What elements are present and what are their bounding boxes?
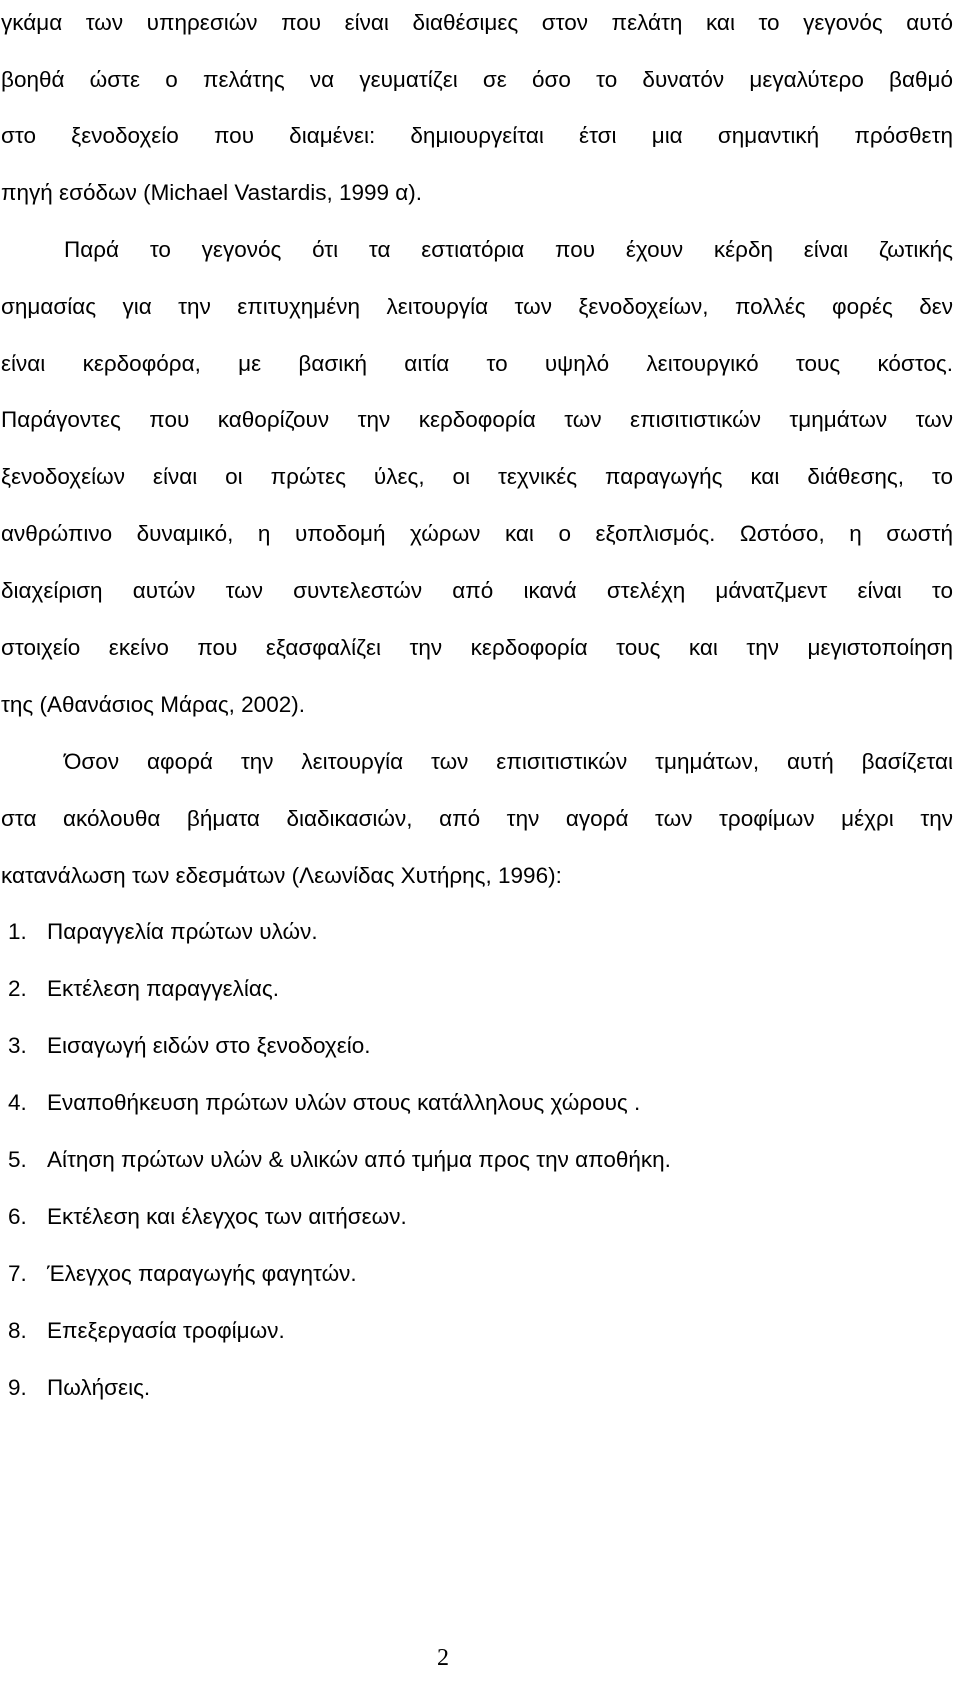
text-line: ανθρώπινο δυναμικό, η υποδομή χώρων και ο εξοπλισμός. Ωστόσο, η σωστή [1,521,953,546]
page-number: 2 [437,1645,449,1671]
text-line: γκάμα των υπηρεσιών που είναι διαθέσιμες στον πελάτη και το γεγονός αυτό [1,10,953,35]
list-item [8,1373,150,1403]
list-item-number: 5. [8,1147,27,1172]
list-item-text: Παραγγελία πρώτων υλών. [47,919,318,944]
text-line: Όσον αφορά την λειτουργία των επισιτιστικών τμημάτων, αυτή βασίζεται [64,749,953,774]
list-item-text: Εισαγωγή ειδών στο ξενοδοχείο. [47,1033,371,1058]
list-item-number: 1. [8,919,27,944]
text-line: στο ξενοδοχείο που διαμένει: δημιουργείται έτσι μια σημαντική πρόσθετη [1,123,953,148]
list-item-text: Αίτηση πρώτων υλών & υλικών από τμήμα προς την αποθήκη. [47,1147,671,1172]
list-item-number: 2. [8,976,27,1001]
list-item-text: Πωλήσεις. [47,1375,151,1400]
list-item-text: Έλεγχος παραγωγής φαγητών. [47,1261,357,1286]
list-item-number: 9. [8,1375,27,1400]
list-item-text: Εναποθήκευση πρώτων υλών στους κατάλληλους χώρους . [47,1090,641,1115]
text-line: βοηθά ώστε ο πελάτης να γευματίζει σε όσο το δυνατόν μεγαλύτερο βαθμό [1,67,953,92]
list-item [8,1031,370,1061]
list-item [8,1145,671,1175]
list-item-number: 3. [8,1033,27,1058]
text-line: Παράγοντες που καθορίζουν την κερδοφορία των επισιτιστικών τμημάτων των [1,407,953,432]
text-line: κατανάλωση των εδεσμάτων (Λεωνίδας Χυτήρης, 1996): [1,863,562,888]
text-line: ξενοδοχείων είναι οι πρώτες ύλες, οι τεχνικές παραγωγής και διάθεσης, το [1,464,953,489]
list-item [8,974,279,1004]
list-item-number: 6. [8,1204,27,1229]
list-item [8,1259,357,1289]
text-line: στα ακόλουθα βήματα διαδικασιών, από την αγορά των τροφίμων μέχρι την [1,806,953,831]
list-item-number: 8. [8,1318,27,1343]
text-line: σημασίας για την επιτυχημένη λειτουργία των ξενοδοχείων, πολλές φορές δεν [1,294,953,319]
list-item-number: 4. [8,1090,27,1115]
text-line: είναι κερδοφόρα, με βασική αιτία το υψηλό λειτουργικό τους κόστος. [1,351,953,376]
text-line: της (Αθανάσιος Μάρας, 2002). [1,692,305,717]
list-item [8,1316,285,1346]
list-item-number: 7. [8,1261,27,1286]
list-item-text: Εκτέλεση και έλεγχος των αιτήσεων. [47,1204,407,1229]
list-item [8,1088,640,1118]
list-item-text: Εκτέλεση παραγγελίας. [47,976,280,1001]
text-line: διαχείριση αυτών των συντελεστών από ικανά στελέχη μάνατζμεντ είναι το [1,578,953,603]
list-item [8,917,318,947]
text-line: πηγή εσόδων (Michael Vastardis, 1999 α). [1,180,423,205]
text-line: στοιχείο εκείνο που εξασφαλίζει την κερδοφορία τους και την μεγιστοποίηση [1,635,953,660]
list-item [8,1202,407,1232]
text-line: Παρά το γεγονός ότι τα εστιατόρια που έχουν κέρδη είναι ζωτικής [64,237,953,262]
list-item-text: Επεξεργασία τροφίμων. [47,1318,285,1343]
